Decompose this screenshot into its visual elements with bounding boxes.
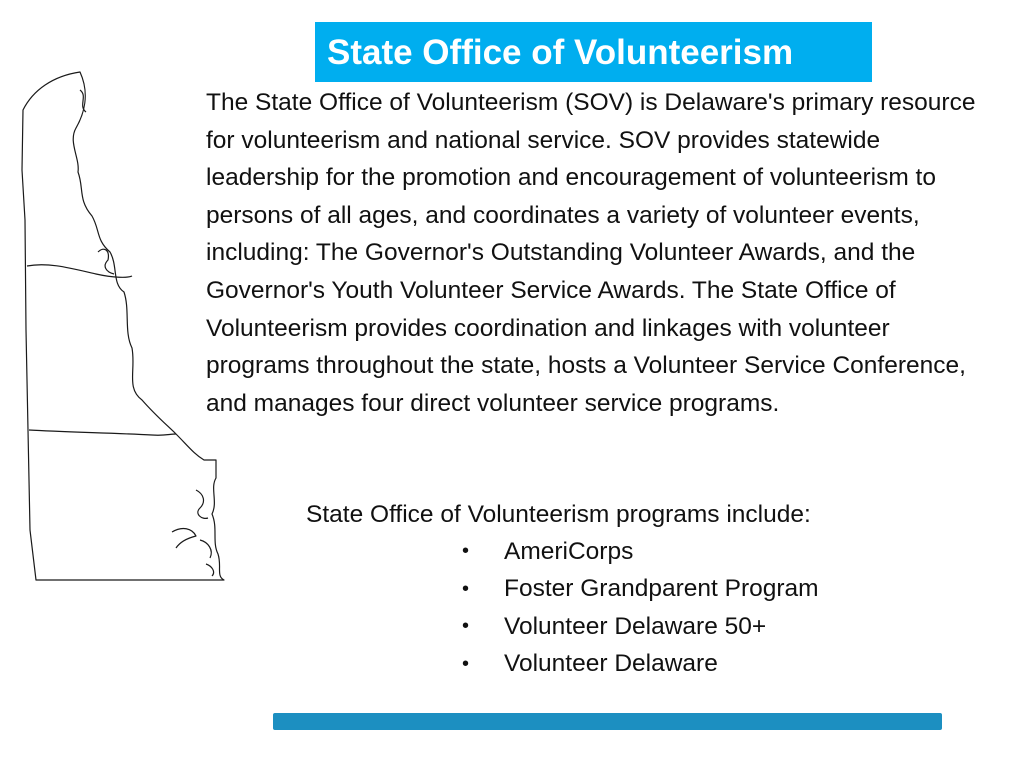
inlet-detail [200,540,211,558]
list-item [460,646,819,684]
program-name: Volunteer Delaware [504,650,718,678]
river-detail [98,249,114,274]
bullet-icon: • [462,652,470,675]
program-name: Volunteer Delaware 50+ [504,612,767,640]
program-name: AmeriCorps [504,537,634,565]
program-name: Foster Grandparent Program [504,575,819,603]
page-title: State Office of Volunteerism [327,32,794,72]
description-paragraph: The State Office of Volunteerism (SOV) is Delaware's primary resource for volunteerism and national service. SOV provides statewide leadership for the promotion and encouragement of volunteerism to persons of all ages, and coordinates a variety of volunteer events, including: The Governor's Outstanding Volunteer Awards, and the Governor's Youth Volunteer Service Awards. The State Office of Volunteerism provides coordination and linkages with volunteer programs throughout the state, hosts a Volunteer Service Conference, and manages four direct volunteer service programs. [206,89,976,417]
delaware-map-icon [18,70,230,582]
bottom-accent-bar [273,713,942,730]
inlet-detail [172,529,196,548]
delaware-outline [22,72,224,580]
bullet-icon: • [462,577,470,600]
bullet-icon: • [462,540,470,563]
list-item [460,608,819,646]
list-item [460,533,819,571]
list-item [460,571,819,609]
inlet-detail [196,490,208,518]
title-banner [315,22,872,82]
programs-heading: State Office of Volunteerism programs include: [306,501,811,528]
county-line-kent-sussex [29,430,176,435]
inlet-detail [206,564,214,576]
program-list [460,533,819,683]
bullet-icon: • [462,615,470,638]
